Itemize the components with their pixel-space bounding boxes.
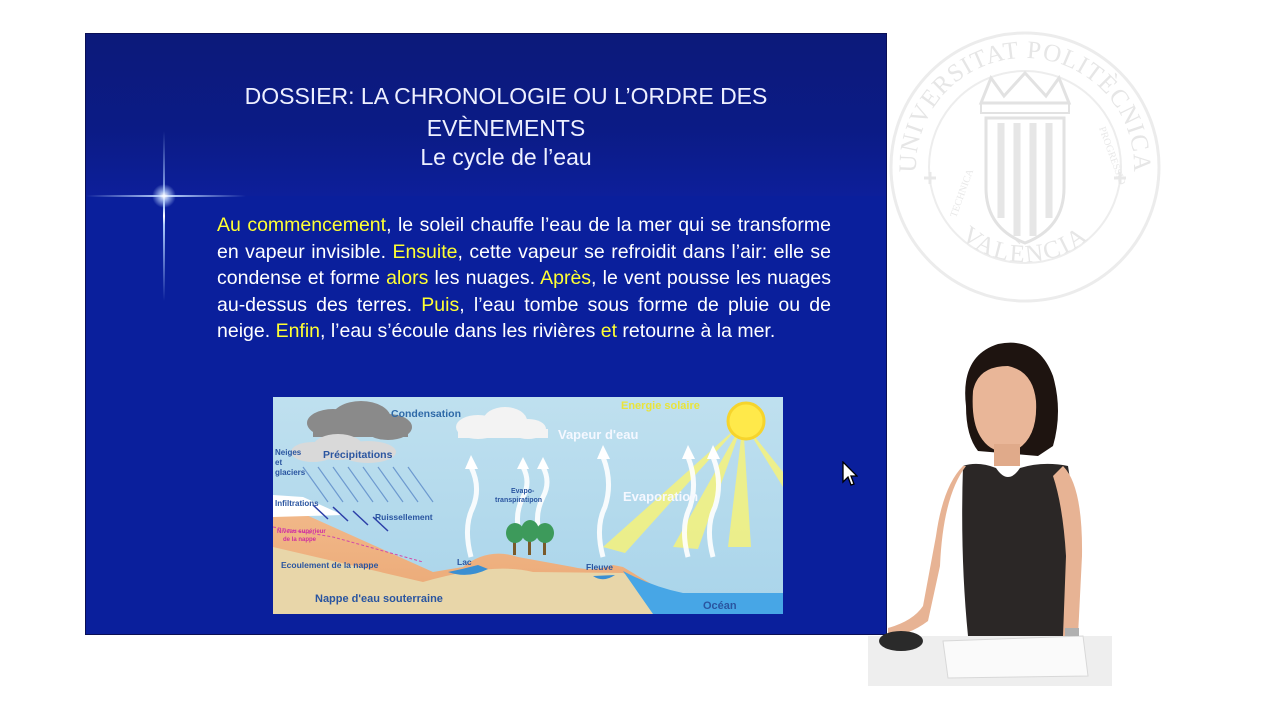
svg-text:TECHNICA: TECHNICA	[948, 167, 977, 220]
paragraph-text: retourne à la mer.	[617, 320, 776, 342]
label-evapo: transpiratipon	[495, 497, 543, 504]
paragraph-text: , cette vapeur se refroidit dans l’air: elle se condense et forme	[217, 240, 832, 289]
label-ocean: Océan	[703, 600, 737, 612]
paragraph-text: , l’eau s’écoule dans les rivières	[320, 320, 601, 342]
svg-text:PROGRESSIO: PROGRESSIO	[1096, 125, 1128, 187]
highlighted-connector-word: Après	[540, 267, 592, 289]
university-seal-logo	[886, 28, 1164, 306]
svg-text:VALÈNCIA: VALÈNCIA	[956, 221, 1094, 269]
highlighted-connector-word: Ensuite	[392, 240, 458, 263]
label-vapeur: Vapeur d'eau	[558, 427, 639, 442]
label-energie-solaire: Energie solaire	[621, 400, 700, 412]
water-cycle-diagram	[273, 397, 783, 614]
highlighted-connector-word: Au commencement	[217, 214, 387, 236]
label-precipitations: Précipitations	[323, 449, 393, 461]
paragraph-text: , l’eau tombe sous forme de pluie ou de neige.	[217, 293, 831, 342]
light-flare-decoration	[152, 184, 176, 208]
label-niveau: de la nappe	[283, 537, 317, 543]
label-infiltrations: Infiltrations	[275, 499, 319, 508]
slide-title-line: DOSSIER: LA CHRONOLOGIE OU L’ORDRE DES	[244, 83, 768, 109]
slide-subtitle: Le cycle de l’eau	[420, 144, 592, 170]
label-ecoulement: Ecoulement de la nappe	[281, 560, 379, 570]
paragraph-text: , le vent pousse les nuages au-dessus des terres.	[217, 267, 832, 316]
label-nappe: Nappe d'eau souterraine	[315, 593, 443, 605]
label-neiges: glaciers	[275, 468, 306, 477]
slide-title	[206, 80, 806, 144]
label-evapo: Evapo-	[511, 488, 535, 495]
highlighted-connector-word: alors	[386, 267, 429, 289]
label-lac: Lac	[457, 557, 472, 567]
highlighted-connector-word: Puis	[421, 293, 460, 316]
light-flare-decoration	[163, 131, 165, 301]
label-evaporation: Evaporation	[623, 489, 699, 504]
label-fleuve: Fleuve	[586, 562, 613, 572]
paragraph-text: les nuages.	[428, 267, 541, 289]
paragraph-text: , le soleil chauffe l’eau de la mer qui se transforme en vapeur invisible.	[217, 214, 831, 263]
presentation-slide	[85, 33, 887, 635]
label-neiges: Neiges	[275, 448, 302, 457]
slide-paragraph	[217, 212, 831, 345]
label-ruissellement: Ruissellement	[375, 512, 433, 522]
presenter-video	[868, 336, 1112, 686]
svg-text:UNIVERSITAT POLITÈCNICA: UNIVERSITAT POLITÈCNICA	[894, 36, 1156, 173]
highlighted-connector-word: et	[600, 320, 618, 342]
slide-title-line: EVÈNEMENTS	[426, 115, 586, 141]
label-niveau: Niveau supérieur	[277, 529, 326, 535]
label-condensation: Condensation	[391, 408, 461, 420]
mouse-cursor-icon	[842, 461, 858, 489]
highlighted-connector-word: Enfin	[275, 320, 321, 342]
label-neiges: et	[275, 458, 283, 467]
